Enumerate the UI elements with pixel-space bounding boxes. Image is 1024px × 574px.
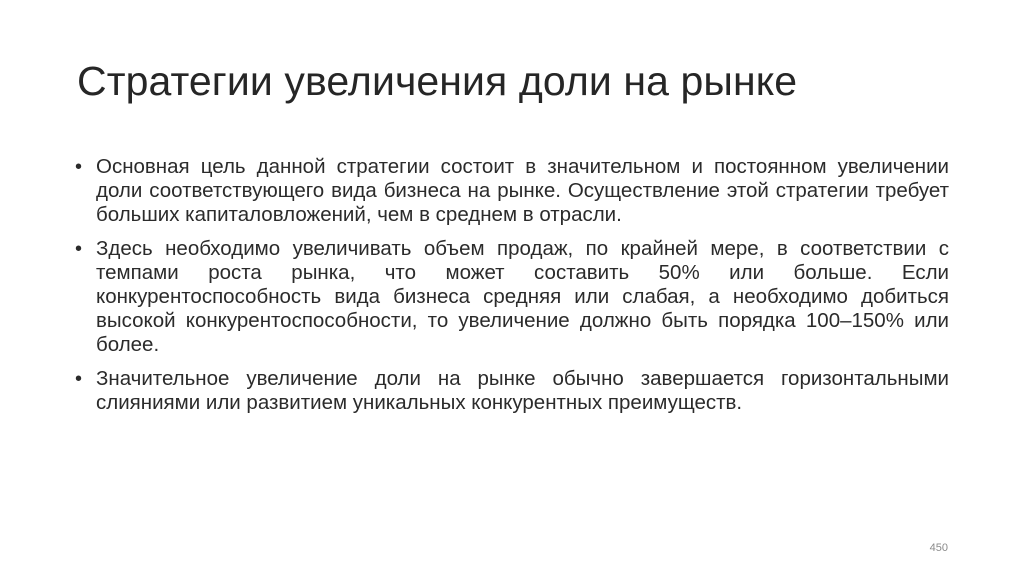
bullet-text: Значительное увеличение доли на рынке обычно завершается горизонтальными слияниями или развитием уникальных конкурентных преимуществ. [96,367,949,414]
slide-title: Стратегии увеличения доли на рынке [77,58,798,104]
bullet-icon: • [75,238,83,260]
bullet-item [73,367,949,415]
page-number: 450 [929,542,948,554]
bullet-item [73,237,949,357]
bullet-text: Здесь необходимо увеличивать объем продаж, по крайней мере, в соответствии с темпами роста рынка, что может составить 50% или больше. Если конкурентоспособность вида бизнеса средняя или слабая, а необходимо добиться высокой конкурентоспособности, то увеличение должно быть порядка 100–150% или более. [96,237,949,356]
bullet-icon: • [75,368,83,390]
bullet-text: Основная цель данной стратегии состоит в значительном и постоянном увеличении доли соответствующего вида бизнеса на рынке. Осуществление этой стратегии требует больших капиталовложений, чем в среднем в отрасли. [96,155,949,226]
bullet-item [73,155,949,227]
bullet-icon: • [75,156,83,178]
bullet-list [73,155,949,425]
